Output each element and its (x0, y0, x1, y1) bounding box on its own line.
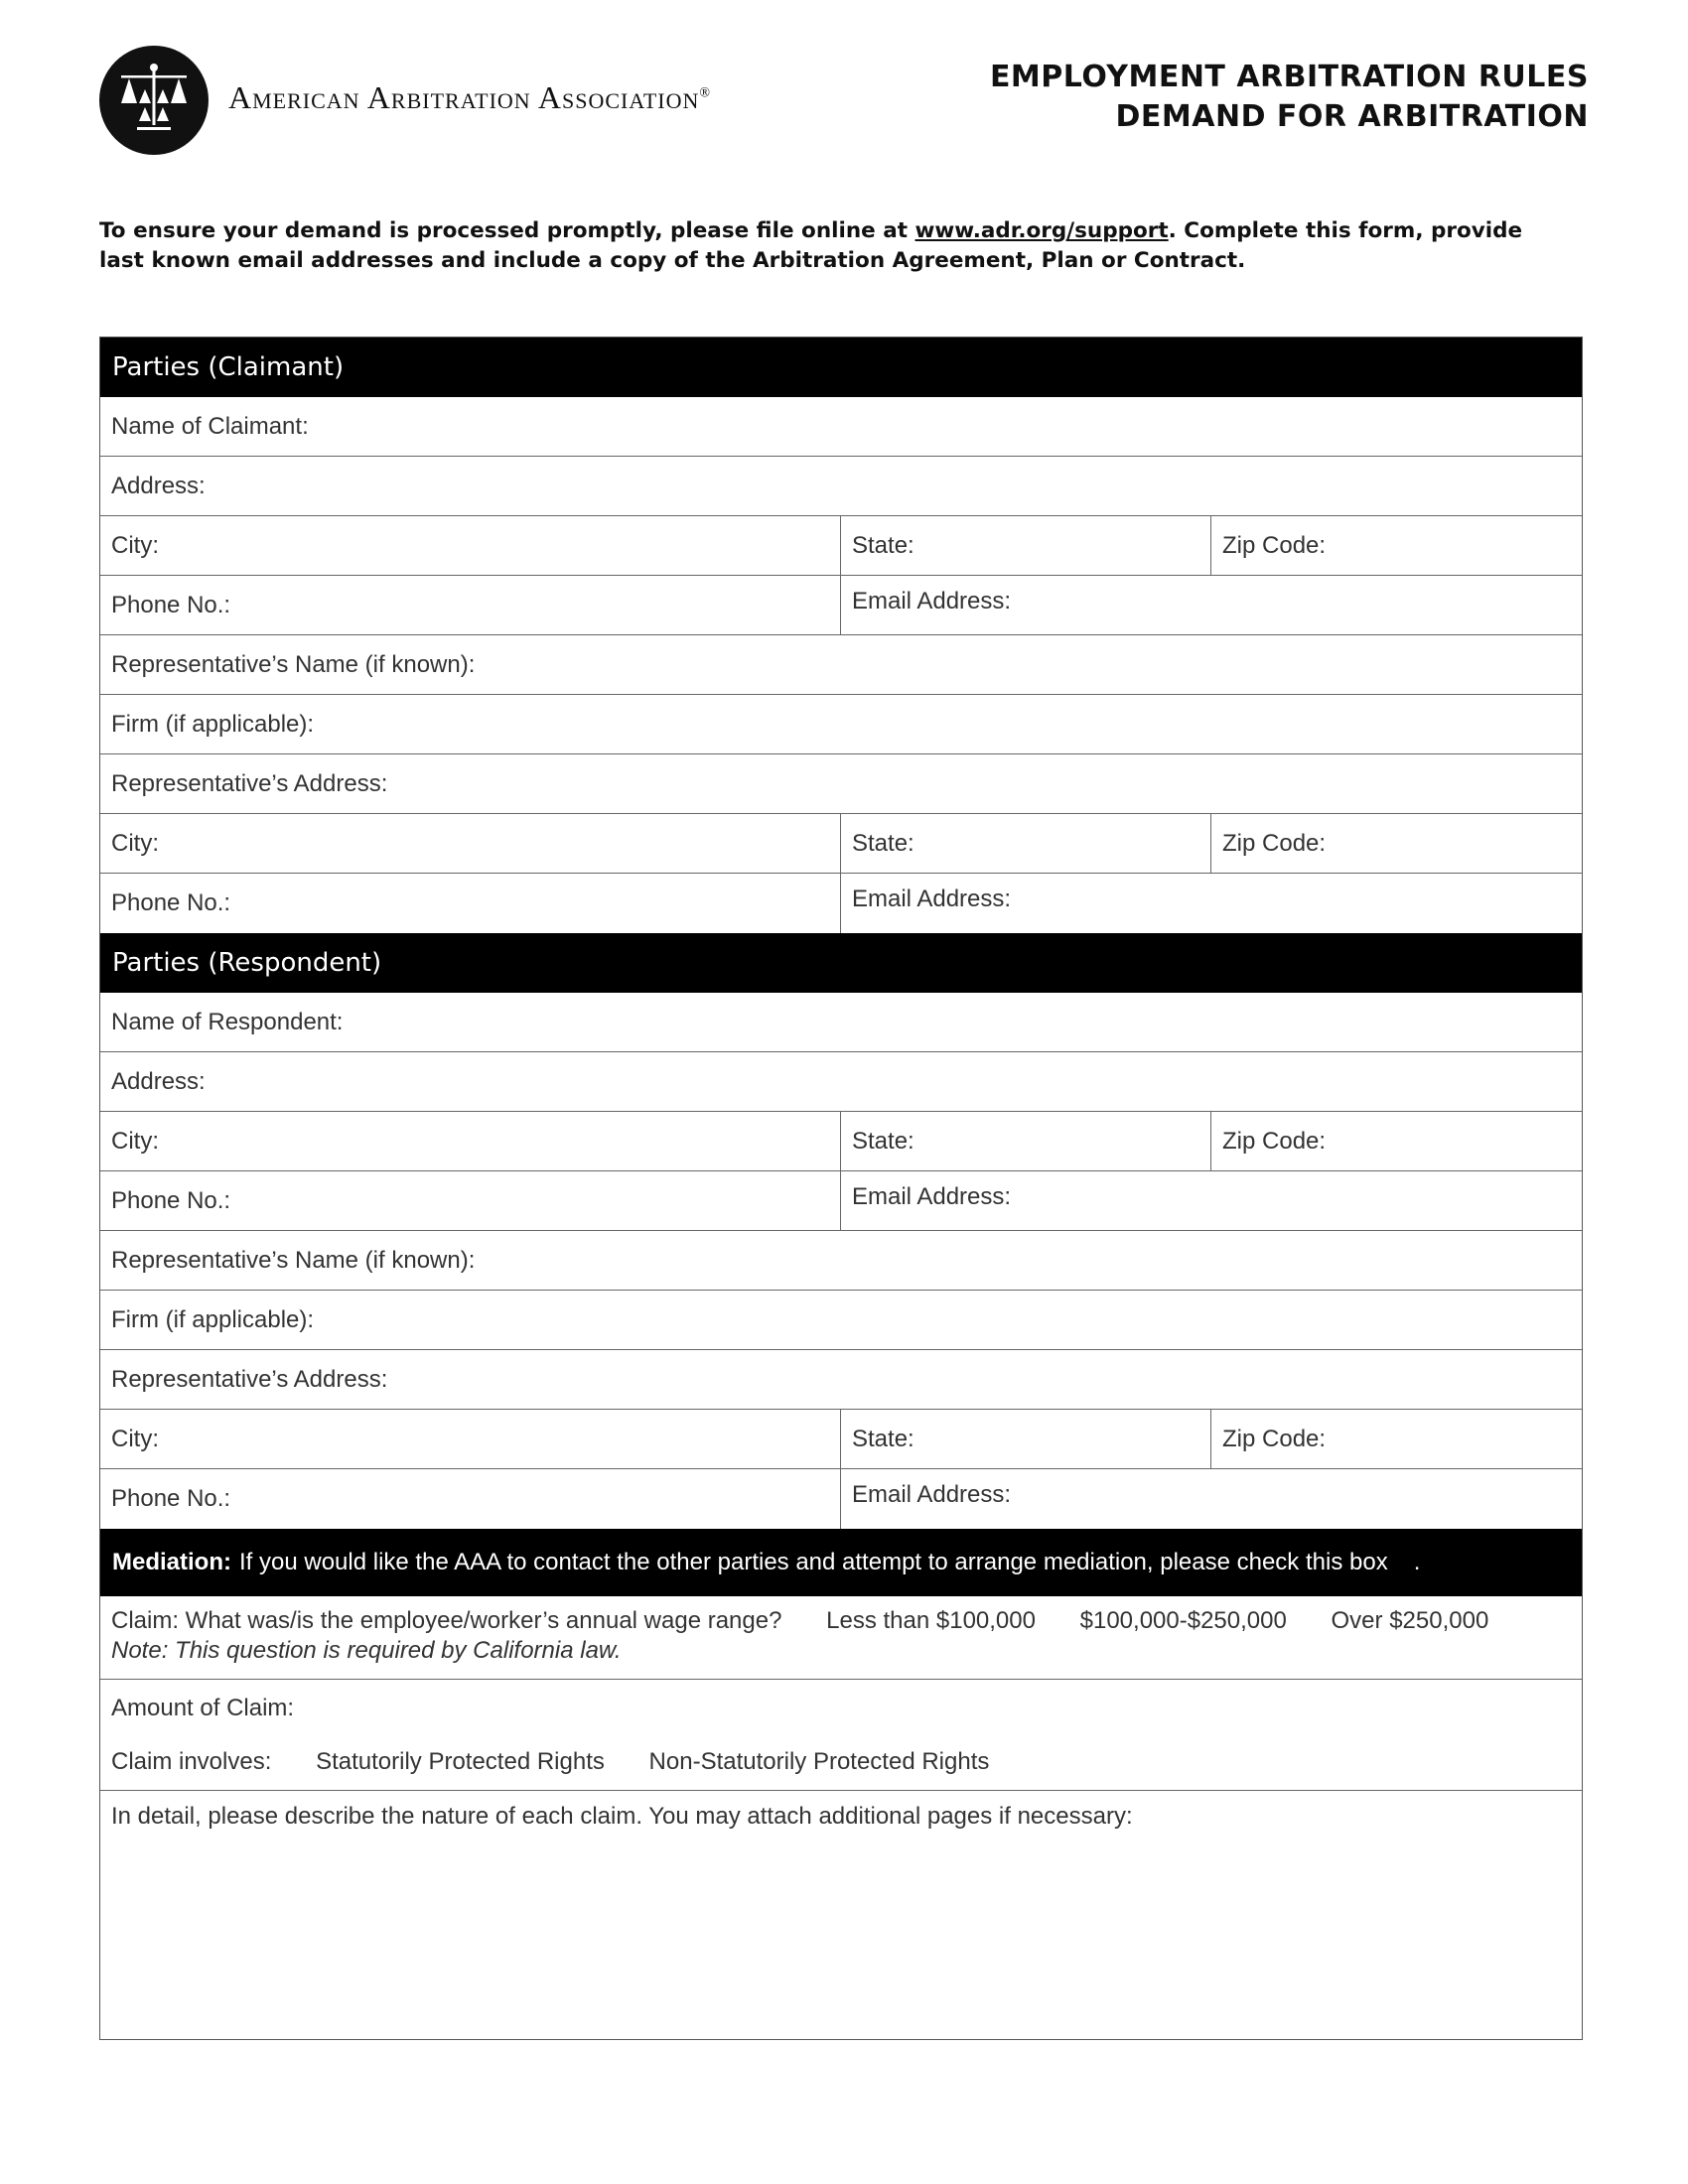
claimant-address-row (100, 457, 1582, 516)
claimant-name-field[interactable]: Name of Claimant: (111, 412, 309, 440)
claimant-rep-address-field[interactable]: Representative’s Address: (111, 769, 388, 797)
mediation-end: . (1413, 1549, 1421, 1575)
respondent-rep-city-row (100, 1410, 1582, 1469)
claim-involves-line (111, 1748, 1571, 1776)
org-name-text: American Arbitration Association (228, 79, 700, 115)
respondent-state-field[interactable]: State: (841, 1112, 1211, 1170)
registered-mark: ® (699, 85, 712, 101)
wage-question: Claim: What was/is the employee/worker’s annual wage range? (111, 1607, 782, 1634)
respondent-zip-field[interactable]: Zip Code: (1222, 1127, 1327, 1155)
demand-form (99, 337, 1583, 2040)
respondent-rep-phone-field[interactable]: Phone No.: (100, 1469, 841, 1529)
intro-text-2: . Complete this form, provide last known email addresses and include a copy of the Arbitration Agreement, Plan or Contract. (99, 218, 1523, 273)
claimant-section-header: Parties (Claimant) (100, 338, 1582, 397)
claim-amount-section (100, 1680, 1582, 1791)
statutorily-protected-option[interactable]: Statutorily Protected Rights (316, 1748, 605, 1775)
title-line-2: DEMAND FOR ARBITRATION (1115, 99, 1589, 134)
wage-range-section (100, 1596, 1582, 1680)
respondent-name-field[interactable]: Name of Respondent: (111, 1008, 344, 1035)
claimant-zip-field[interactable]: Zip Code: (1222, 531, 1327, 559)
respondent-rep-address-field[interactable]: Representative’s Address: (111, 1365, 388, 1393)
respondent-firm-row (100, 1291, 1582, 1350)
mediation-checkbox[interactable] (1398, 1555, 1414, 1570)
document-title (990, 58, 1589, 137)
respondent-section-header: Parties (Respondent) (100, 933, 1582, 993)
respondent-email-field[interactable]: Email Address: (852, 1183, 1012, 1210)
claimant-rep-zip-field[interactable]: Zip Code: (1222, 829, 1327, 857)
respondent-rep-zip-field[interactable]: Zip Code: (1222, 1425, 1327, 1452)
claimant-city-field[interactable]: City: (100, 516, 841, 575)
respondent-phone-field[interactable]: Phone No.: (100, 1171, 841, 1230)
claimant-city-row (100, 516, 1582, 576)
non-statutorily-protected-option[interactable]: Non-Statutorily Protected Rights (648, 1748, 990, 1775)
intro-instructions (99, 216, 1569, 276)
respondent-rep-name-row (100, 1231, 1582, 1291)
claimant-rep-city-field[interactable]: City: (100, 814, 841, 873)
claimant-rep-contact-row (100, 874, 1582, 933)
respondent-rep-email-field[interactable]: Email Address: (852, 1481, 1012, 1508)
respondent-rep-contact-row (100, 1469, 1582, 1529)
wage-option-under-100k[interactable]: Less than $100,000 (826, 1607, 1036, 1634)
claimant-rep-email-field[interactable]: Email Address: (852, 886, 1012, 912)
support-link[interactable]: www.adr.org/support (914, 218, 1169, 243)
mediation-label: Mediation: (112, 1549, 231, 1575)
respondent-rep-name-field[interactable]: Representative’s Name (if known): (111, 1246, 476, 1274)
claimant-address-field[interactable]: Address: (111, 472, 206, 499)
mediation-text: If you would like the AAA to contact the other parties and attempt to arrange mediation, please check this box (239, 1549, 1388, 1575)
claimant-rep-city-row (100, 814, 1582, 874)
intro-text-1: To ensure your demand is processed promptly, please file online at (99, 218, 915, 243)
california-law-note: Note: This question is required by California law. (111, 1637, 622, 1664)
respondent-name-row (100, 993, 1582, 1052)
claimant-rep-state-field[interactable]: State: (841, 814, 1211, 873)
respondent-rep-city-field[interactable]: City: (100, 1410, 841, 1468)
claimant-firm-field[interactable]: Firm (if applicable): (111, 710, 315, 738)
mediation-bar (100, 1529, 1582, 1596)
amount-of-claim-field[interactable]: Amount of Claim: (111, 1695, 295, 1721)
claim-involves-label: Claim involves: (111, 1748, 272, 1775)
claimant-rep-name-row (100, 635, 1582, 695)
respondent-rep-address-row (100, 1350, 1582, 1410)
claimant-contact-row (100, 576, 1582, 635)
wage-option-100k-250k[interactable]: $100,000-$250,000 (1079, 1607, 1287, 1634)
aaa-logo-scales-icon (99, 46, 209, 155)
claim-detail-field[interactable]: In detail, please describe the nature of each claim. You may attach additional pages if necessary: (111, 1803, 1133, 1830)
respondent-address-row (100, 1052, 1582, 1112)
claimant-rep-address-row (100, 754, 1582, 814)
wage-question-line (111, 1606, 1571, 1636)
claimant-rep-name-field[interactable]: Representative’s Name (if known): (111, 650, 476, 678)
respondent-city-field[interactable]: City: (100, 1112, 841, 1170)
respondent-address-field[interactable]: Address: (111, 1067, 206, 1095)
wage-option-over-250k[interactable]: Over $250,000 (1331, 1607, 1489, 1634)
claimant-name-row (100, 397, 1582, 457)
respondent-firm-field[interactable]: Firm (if applicable): (111, 1305, 315, 1333)
respondent-contact-row (100, 1171, 1582, 1231)
respondent-city-row (100, 1112, 1582, 1171)
respondent-rep-state-field[interactable]: State: (841, 1410, 1211, 1468)
claimant-rep-phone-field[interactable]: Phone No.: (100, 874, 841, 933)
organization-name (228, 79, 711, 116)
title-line-1: EMPLOYMENT ARBITRATION RULES (989, 60, 1589, 94)
claimant-email-field[interactable]: Email Address: (852, 588, 1012, 614)
claimant-phone-field[interactable]: Phone No.: (100, 576, 841, 634)
claimant-firm-row (100, 695, 1582, 754)
claimant-state-field[interactable]: State: (841, 516, 1211, 575)
